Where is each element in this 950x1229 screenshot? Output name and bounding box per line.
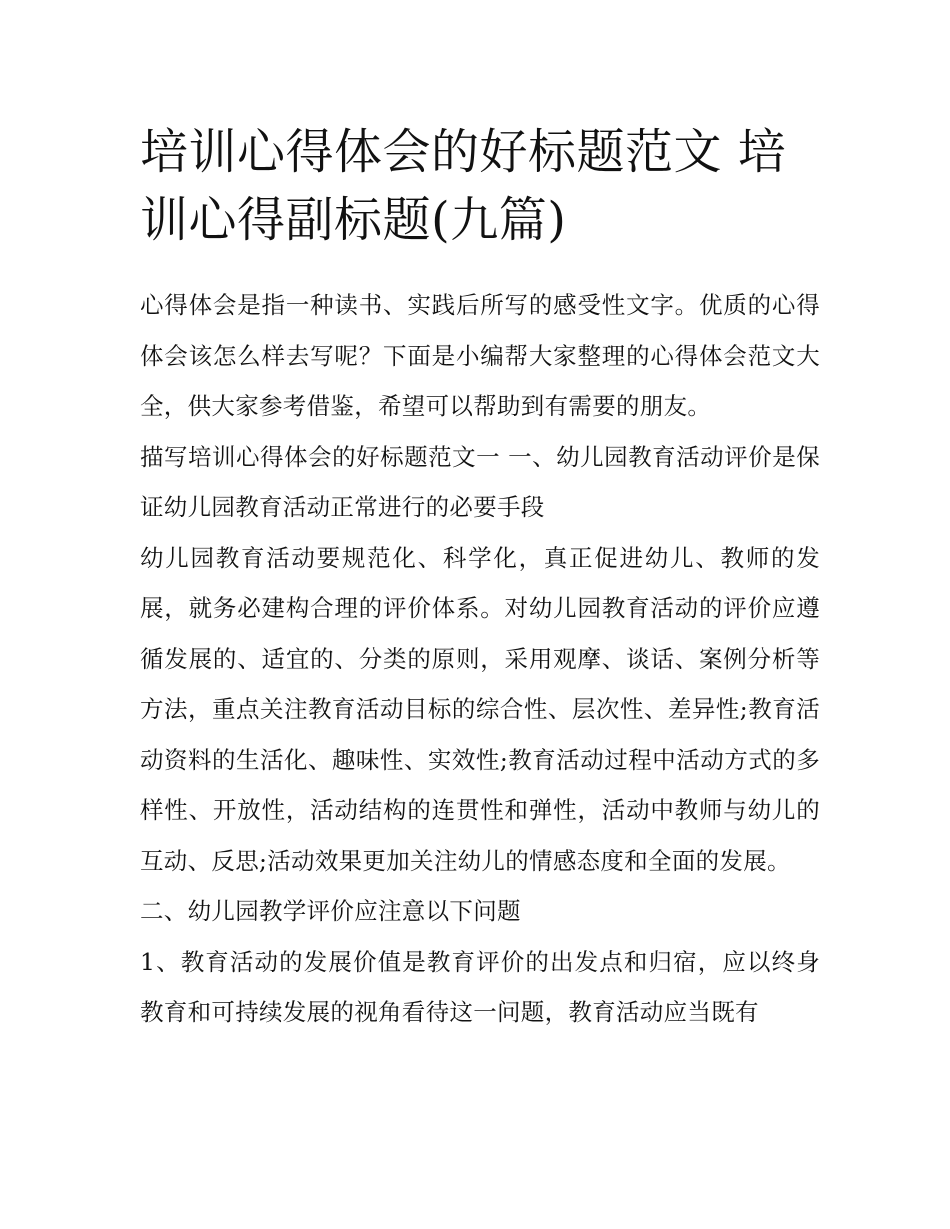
point-one-paragraph: 1、教育活动的发展价值是教育评价的出发点和归宿，应以终身教育和可持续发展的视角看待这一问题，教育活动应当既有 bbox=[140, 947, 820, 1026]
section-heading-paragraph: 描写培训心得体会的好标题范文一 一、幼儿园教育活动评价是保证幼儿园教育活动正常进行的必要手段 bbox=[140, 442, 820, 521]
section-two-heading: 二、幼儿园教学评价应注意以下问题 bbox=[140, 897, 521, 925]
intro-paragraph: 心得体会是指一种读书、实践后所写的感受性文字。优质的心得体会该怎么样去写呢？下面是小编帮大家整理的心得体会范文大全，供大家参考借鉴，希望可以帮助到有需要的朋友。 bbox=[140, 291, 820, 420]
evaluation-paragraph: 幼儿园教育活动要规范化、科学化，真正促进幼儿、教师的发展，就务必建构合理的评价体系。对幼儿园教育活动的评价应遵循发展的、适宜的、分类的原则，采用观摩、谈话、案例分析等方法，重点关注教育活动目标的综合性、层次性、差异性;教育活动资料的生活化、趣味性、实效性;教育活动过程中活动方式的多样性、开放性，活动结构的连贯性和弹性，活动中教师与幼儿的互动、反思;活动效果更加关注幼儿的情感态度和全面的发展。 bbox=[140, 543, 820, 875]
document-body bbox=[140, 280, 820, 1038]
document-title: 培训心得体会的好标题范文 培训心得副标题(九篇) bbox=[140, 124, 787, 248]
